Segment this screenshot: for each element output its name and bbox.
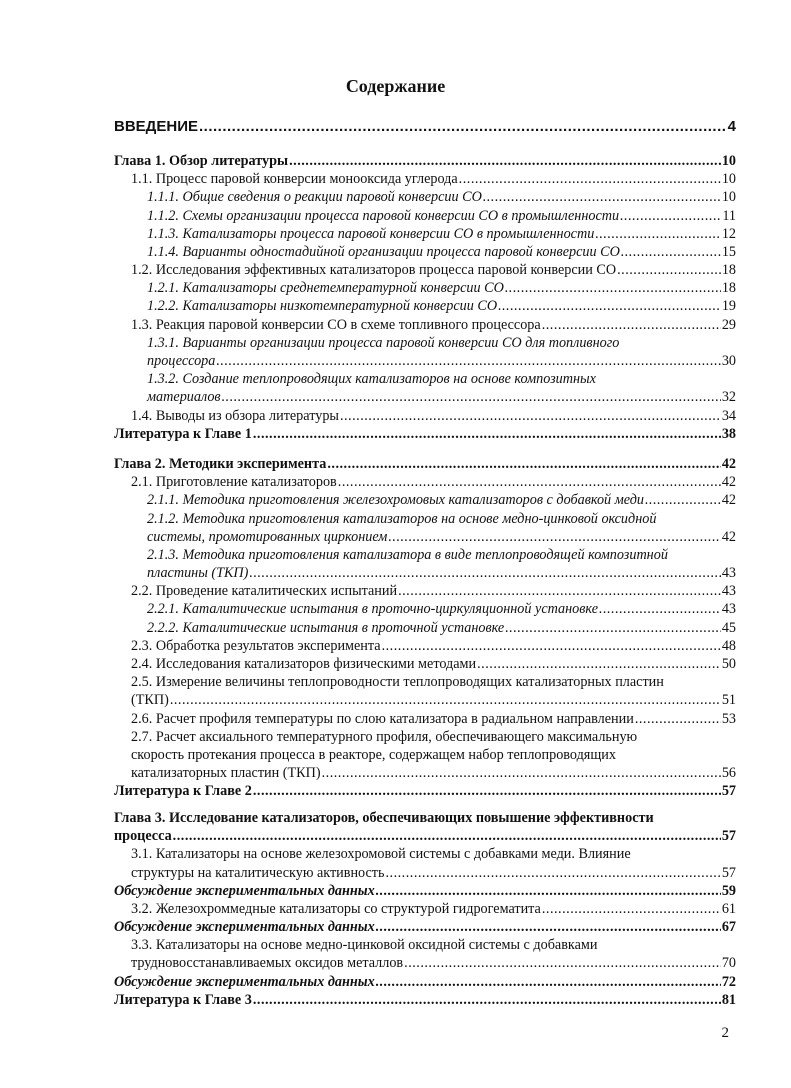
leader-dots xyxy=(617,261,721,279)
entry-label: 2.2. Проведение каталитических испытаний xyxy=(131,583,398,600)
leader-dots xyxy=(382,637,721,655)
entry-page: 10 xyxy=(721,171,736,188)
leader-dots xyxy=(388,528,720,546)
toc-entry[interactable] xyxy=(114,188,736,206)
toc-chapter-heading[interactable] xyxy=(114,827,736,845)
entry-label: трудновосстанавливаемых оксидов металлов xyxy=(131,955,404,972)
entry-label: Обсуждение экспериментальных данных xyxy=(114,919,375,936)
entry-page: 57 xyxy=(721,783,736,800)
leader-dots xyxy=(340,407,721,425)
toc-entry[interactable] xyxy=(114,279,736,297)
toc-entry-line[interactable] xyxy=(114,728,736,746)
toc-entry[interactable] xyxy=(114,710,736,728)
entry-page: 10 xyxy=(721,189,736,206)
toc-chapter-3 xyxy=(114,809,736,1009)
entry-label: 2.3. Обработка результатов эксперимента xyxy=(131,637,381,654)
leader-dots xyxy=(621,243,721,261)
entry-label: Литература к Главе 1 xyxy=(114,425,252,442)
entry-page: 42 xyxy=(721,528,736,545)
entry-label: 2.1.3. Методика приготовления катализатора в виде теплопроводящей композитной xyxy=(147,546,668,563)
toc-discussion[interactable] xyxy=(114,973,736,991)
entry-page: 50 xyxy=(721,656,736,673)
entry-label: Литература к Главе 3 xyxy=(114,991,252,1008)
toc-entry[interactable] xyxy=(114,491,736,509)
toc-entry[interactable] xyxy=(114,582,736,600)
entry-page: 61 xyxy=(721,900,736,917)
leader-dots xyxy=(385,864,720,882)
toc-entry[interactable] xyxy=(114,388,736,406)
entry-label: (ТКП) xyxy=(131,692,169,709)
toc-entry[interactable] xyxy=(114,316,736,334)
entry-page: 42 xyxy=(721,492,736,509)
entry-page: 12 xyxy=(721,225,736,242)
entry-page: 18 xyxy=(721,280,736,297)
toc-entry[interactable] xyxy=(114,298,736,316)
leader-dots xyxy=(327,455,720,473)
leader-dots xyxy=(459,170,721,188)
toc-entry[interactable] xyxy=(114,261,736,279)
entry-label: Обсуждение экспериментальных данных xyxy=(114,882,375,899)
toc-entry[interactable] xyxy=(114,637,736,655)
leader-dots xyxy=(222,388,721,406)
toc-discussion[interactable] xyxy=(114,918,736,936)
toc-entry[interactable] xyxy=(114,619,736,637)
leader-dots xyxy=(216,352,720,370)
toc-entry[interactable] xyxy=(114,207,736,225)
entry-page: 29 xyxy=(721,316,736,333)
leader-dots xyxy=(170,691,721,709)
leader-dots xyxy=(595,225,721,243)
leader-dots xyxy=(505,279,721,297)
toc-entry[interactable] xyxy=(114,473,736,491)
entry-label: Литература к Главе 2 xyxy=(114,783,252,800)
leader-dots xyxy=(505,619,721,637)
toc-entry-line[interactable] xyxy=(114,370,736,388)
leader-dots xyxy=(249,564,720,582)
entry-page: 81 xyxy=(721,991,736,1008)
entry-page: 57 xyxy=(721,864,736,881)
toc-entry[interactable] xyxy=(114,352,736,370)
entry-label: 3.2. Железохроммедные катализаторы со структурой гидрогематита xyxy=(131,900,541,917)
toc-entry[interactable] xyxy=(114,601,736,619)
toc-entry[interactable] xyxy=(114,764,736,782)
toc-discussion[interactable] xyxy=(114,882,736,900)
entry-label: Глава 3. Исследование катализаторов, обеспечивающих повышение эффективности xyxy=(114,809,654,826)
entry-page: 42 xyxy=(721,455,736,472)
entry-label: ВВЕДЕНИЕ xyxy=(114,117,198,135)
entry-label: Глава 1. Обзор литературы xyxy=(114,152,289,169)
entry-page: 72 xyxy=(721,973,736,990)
toc-entry-line[interactable] xyxy=(114,334,736,352)
entry-label: 2.7. Расчет аксиального температурного профиля, обеспечивающего максимальную xyxy=(131,728,638,745)
leader-dots xyxy=(322,764,721,782)
entry-label: 2.5. Измерение величины теплопроводности теплопроводящих катализаторных пластин xyxy=(131,674,664,691)
toc-intro xyxy=(114,118,736,136)
toc-chapter-heading[interactable] xyxy=(114,455,736,473)
toc-entry[interactable] xyxy=(114,864,736,882)
leader-dots xyxy=(338,473,721,491)
toc-references[interactable] xyxy=(114,425,736,443)
entry-label: 2.4. Исследования катализаторов физическими методами xyxy=(131,656,477,673)
entry-page: 70 xyxy=(721,955,736,972)
leader-dots xyxy=(398,582,721,600)
toc-entry[interactable] xyxy=(114,243,736,261)
entry-page: 43 xyxy=(721,565,736,582)
entry-label: структуры на каталитическую активность xyxy=(131,864,385,881)
entry-label: 1.1.2. Схемы организации процесса паровой конверсии СО в промышленности xyxy=(147,207,620,224)
entry-label: пластины (ТКП) xyxy=(147,565,249,582)
toc-entry[interactable] xyxy=(114,225,736,243)
entry-label: 1.3.2. Создание теплопроводящих катализаторов на основе композитных xyxy=(147,371,596,388)
entry-page: 53 xyxy=(721,710,736,727)
entry-label: 1.3.1. Варианты организации процесса паровой конверсии СО для топливного xyxy=(147,334,620,351)
leader-dots xyxy=(376,882,721,900)
entry-page: 51 xyxy=(721,692,736,709)
leader-dots xyxy=(498,297,721,315)
entry-page: 15 xyxy=(721,243,736,260)
toc-entry[interactable] xyxy=(114,691,736,709)
entry-label: 1.4. Выводы из обзора литературы xyxy=(131,407,339,424)
entry-label: 3.3. Катализаторы на основе медно-цинковой оксидной системы с добавками xyxy=(131,937,598,954)
toc-chapter-2 xyxy=(114,455,736,801)
toc-entry-line[interactable] xyxy=(114,510,736,528)
leader-dots xyxy=(199,118,727,136)
entry-label: 1.2. Исследования эффективных катализаторов процесса паровой конверсии СО xyxy=(131,262,617,279)
leader-dots xyxy=(173,827,721,845)
entry-page: 48 xyxy=(721,637,736,654)
entry-page: 42 xyxy=(721,474,736,491)
entry-label: катализаторных пластин (ТКП) xyxy=(131,765,321,782)
entry-page: 32 xyxy=(721,389,736,406)
entry-label: процессора xyxy=(147,353,216,370)
toc-entry[interactable] xyxy=(114,900,736,918)
entry-page: 45 xyxy=(721,619,736,636)
leader-dots xyxy=(404,954,721,972)
toc-entry[interactable] xyxy=(114,118,736,136)
entry-page: 59 xyxy=(721,882,736,899)
entry-label: 1.1.1. Общие сведения о реакции паровой конверсии СО xyxy=(147,189,482,206)
toc-entry[interactable] xyxy=(114,407,736,425)
leader-dots xyxy=(483,188,721,206)
entry-page: 67 xyxy=(721,919,736,936)
leader-dots xyxy=(645,491,721,509)
leader-dots xyxy=(376,918,721,936)
leader-dots xyxy=(599,600,721,618)
toc-entry[interactable] xyxy=(114,564,736,582)
entry-label: 2.2.2. Каталитические испытания в проточной установке xyxy=(147,619,505,636)
toc-entry[interactable] xyxy=(114,655,736,673)
toc-references[interactable] xyxy=(114,782,736,800)
entry-label: материалов xyxy=(147,389,221,406)
leader-dots xyxy=(620,207,721,225)
entry-label: 2.1. Приготовление катализаторов xyxy=(131,474,337,491)
entry-label: 1.2.1. Катализаторы среднетемпературной конверсии СО xyxy=(147,280,504,297)
entry-label: 2.1.2. Методика приготовления катализаторов на основе медно-цинковой оксидной xyxy=(147,510,657,527)
leader-dots xyxy=(542,316,721,334)
toc-chapter-heading-line[interactable] xyxy=(114,809,736,827)
entry-page: 57 xyxy=(721,828,736,845)
entry-page: 34 xyxy=(721,407,736,424)
toc-entry-line[interactable] xyxy=(114,546,736,564)
entry-label: Обсуждение экспериментальных данных xyxy=(114,973,375,990)
leader-dots xyxy=(376,973,721,991)
leader-dots xyxy=(542,900,721,918)
entry-label: скорость протекания процесса в реакторе, содержащем набор теплопроводящих xyxy=(131,746,616,763)
entry-label: системы, промотированных цирконием xyxy=(147,528,388,545)
entry-label: 2.1.1. Методика приготовления железохромовых катализаторов с добавкой меди xyxy=(147,492,644,509)
entry-label: процесса xyxy=(114,828,172,845)
toc-entry[interactable] xyxy=(114,528,736,546)
toc-entry-line[interactable] xyxy=(114,746,736,764)
page-number: 2 xyxy=(721,1025,729,1041)
leader-dots xyxy=(253,782,721,800)
toc-entry-line[interactable] xyxy=(114,673,736,691)
entry-label: 1.3. Реакция паровой конверсии СО в схеме топливного процессора xyxy=(131,316,541,333)
entry-page: 30 xyxy=(721,353,736,370)
entry-page: 43 xyxy=(721,601,736,618)
entry-page: 43 xyxy=(721,583,736,600)
entry-page: 56 xyxy=(721,765,736,782)
toc-chapter-1 xyxy=(114,152,736,443)
entry-label: 2.2.1. Каталитические испытания в проточно-циркуляционной установке xyxy=(147,601,599,618)
toc-chapter-heading[interactable] xyxy=(114,152,736,170)
leader-dots xyxy=(289,152,721,170)
entry-page: 18 xyxy=(721,262,736,279)
leader-dots xyxy=(477,655,721,673)
leader-dots xyxy=(253,425,721,443)
toc-entry[interactable] xyxy=(114,170,736,188)
toc-entry-line[interactable] xyxy=(114,845,736,863)
toc-references[interactable] xyxy=(114,991,736,1009)
entry-label: 3.1. Катализаторы на основе железохромовой системы с добавками меди. Влияние xyxy=(131,846,631,863)
entry-label: 1.2.2. Катализаторы низкотемпературной конверсии СО xyxy=(147,298,498,315)
entry-label: 1.1. Процесс паровой конверсии монооксида углерода xyxy=(131,171,458,188)
entry-page: 10 xyxy=(721,152,736,169)
entry-page: 11 xyxy=(722,207,736,224)
toc-entry[interactable] xyxy=(114,955,736,973)
entry-label: 2.6. Расчет профиля температуры по слою катализатора в радиальном направлении xyxy=(131,710,634,727)
entry-page: 19 xyxy=(721,298,736,315)
leader-dots xyxy=(635,710,721,728)
leader-dots xyxy=(253,991,721,1009)
entry-label: Глава 2. Методики эксперимента xyxy=(114,455,327,472)
entry-label: 1.1.3. Катализаторы процесса паровой конверсии СО в промышленности xyxy=(147,225,595,242)
page-title: Содержание xyxy=(345,76,446,96)
entry-label: 1.1.4. Варианты одностадийной организации процесса паровой конверсии СО xyxy=(147,243,620,260)
toc-entry-line[interactable] xyxy=(114,936,736,954)
entry-page: 4 xyxy=(727,117,736,135)
entry-page: 38 xyxy=(721,425,736,442)
